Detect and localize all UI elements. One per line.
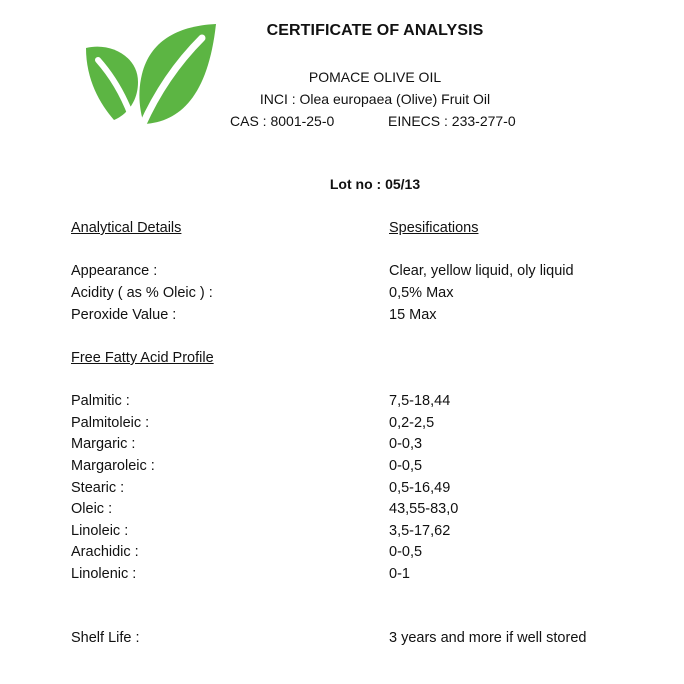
shelf-life-label: Shelf Life : <box>71 630 140 646</box>
appearance-label: Appearance : <box>71 263 158 279</box>
palmitic-value: 7,5-18,44 <box>389 393 451 409</box>
fatty-acid-heading: Free Fatty Acid Profile <box>71 350 214 366</box>
linoleic-value: 3,5-17,62 <box>389 523 451 539</box>
einecs-number: EINECS : 233-277-0 <box>388 113 516 129</box>
margaric-label: Margaric : <box>71 436 136 452</box>
margaroleic-value: 0-0,5 <box>389 458 423 474</box>
palmitoleic-value: 0,2-2,5 <box>389 415 435 431</box>
margaric-value: 0-0,3 <box>389 436 423 452</box>
peroxide-label: Peroxide Value : <box>71 307 177 323</box>
palmitic-label: Palmitic : <box>71 393 130 409</box>
linolenic-label: Linolenic : <box>71 566 137 582</box>
palmitoleic-label: Palmitoleic : <box>71 415 150 431</box>
oleic-value: 43,55-83,0 <box>389 501 459 517</box>
shelf-life-value: 3 years and more if well stored <box>389 630 587 646</box>
arachidic-label: Arachidic : <box>71 544 139 560</box>
appearance-value: Clear, yellow liquid, oly liquid <box>389 263 574 279</box>
green-leaf-icon <box>80 20 218 128</box>
margaroleic-label: Margaroleic : <box>71 458 155 474</box>
arachidic-value: 0-0,5 <box>389 544 423 560</box>
stearic-value: 0,5-16,49 <box>389 480 451 496</box>
document-title: CERTIFICATE OF ANALYSIS <box>266 22 484 39</box>
acidity-label: Acidity ( as % Oleic ) : <box>71 285 213 301</box>
linoleic-label: Linoleic : <box>71 523 129 539</box>
acidity-value: 0,5% Max <box>389 285 454 301</box>
analytical-details-heading: Analytical Details <box>71 220 182 236</box>
specifications-heading: Spesifications <box>389 220 479 236</box>
linolenic-value: 0-1 <box>389 566 410 582</box>
stearic-label: Stearic : <box>71 480 125 496</box>
inci-name: INCI : Olea europaea (Olive) Fruit Oil <box>259 91 491 107</box>
product-name: POMACE OLIVE OIL <box>308 69 442 85</box>
lot-number: Lot no : 05/13 <box>329 176 421 192</box>
oleic-label: Oleic : <box>71 501 113 517</box>
cas-number: CAS : 8001-25-0 <box>230 113 335 129</box>
peroxide-value: 15 Max <box>389 307 437 323</box>
